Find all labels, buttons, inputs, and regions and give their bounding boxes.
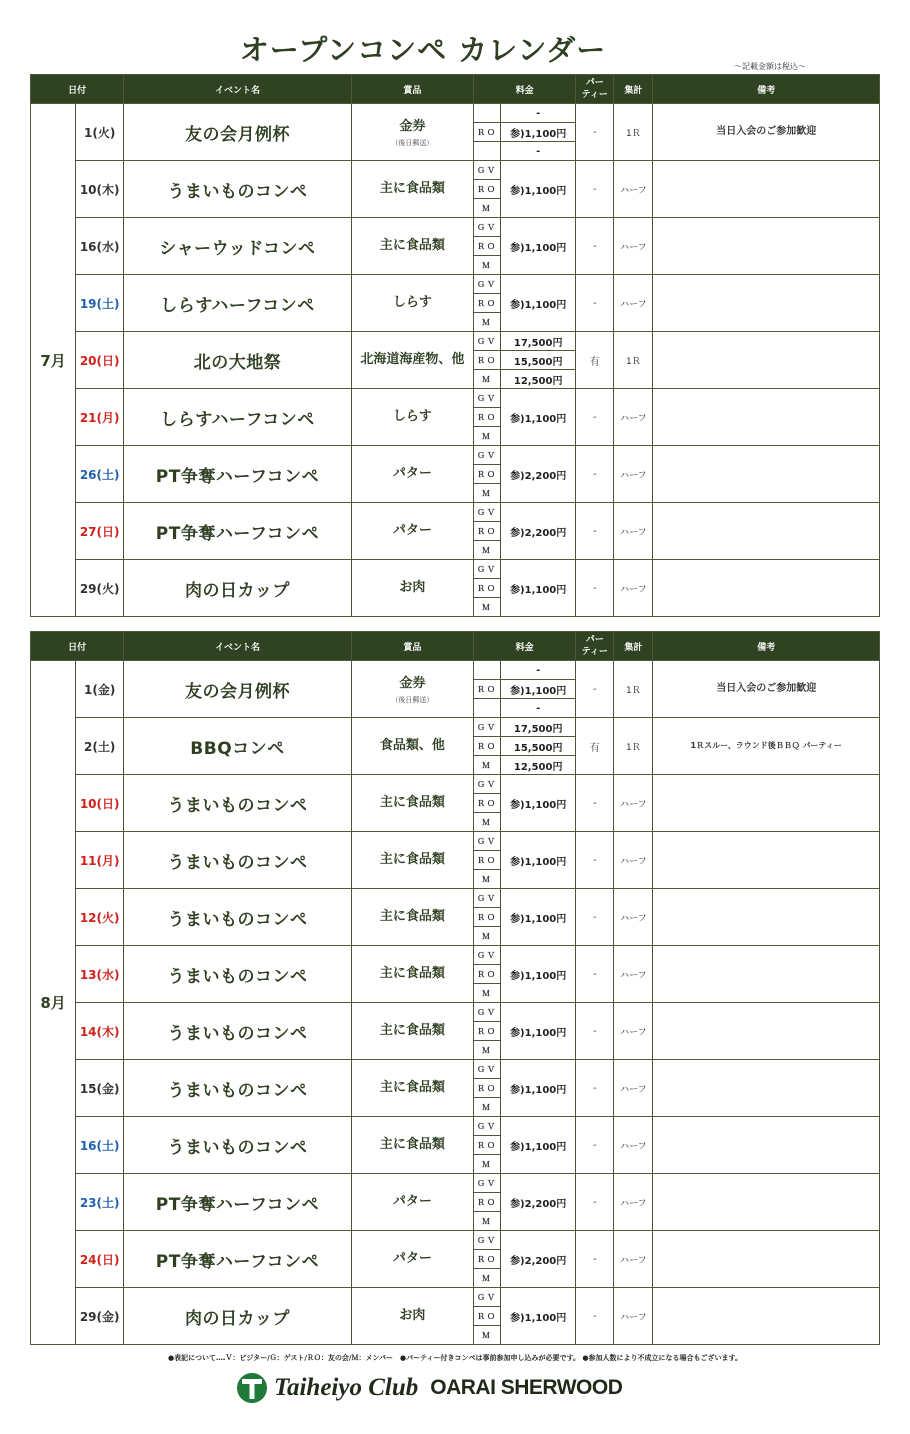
- fee-value: 参)1,100円: [501, 123, 576, 142]
- fee-value: 15,500円: [501, 737, 576, 756]
- event-prize: [351, 446, 473, 503]
- player-type: ＲＯ: [474, 180, 501, 199]
- score-count: ハーフ: [614, 446, 653, 503]
- header-remarks: 備考: [653, 632, 880, 661]
- header-date: 日付: [31, 632, 124, 661]
- player-type: Ｍ: [474, 813, 501, 832]
- player-type: ＧＶ: [474, 332, 501, 351]
- table-row: [31, 446, 880, 465]
- player-type: Ｍ: [474, 199, 501, 218]
- table-row: [31, 503, 880, 522]
- event-prize: [351, 389, 473, 446]
- header-party-line2: ティー: [581, 90, 608, 100]
- player-type: Ｍ: [474, 1098, 501, 1117]
- score-count: 1Ｒ: [614, 104, 653, 161]
- player-type: ＧＶ: [474, 775, 501, 794]
- party-flag: -: [576, 389, 614, 446]
- player-type: ＧＶ: [474, 1117, 501, 1136]
- remarks: [653, 218, 880, 275]
- table-row: [31, 560, 880, 579]
- party-flag: -: [576, 1003, 614, 1060]
- player-type: ＧＶ: [474, 832, 501, 851]
- player-type: ＧＶ: [474, 889, 501, 908]
- event-name: しらすハーフコンペ: [124, 389, 352, 446]
- prize-text: お肉: [399, 580, 426, 595]
- fee-value: 参)1,100円: [501, 218, 576, 275]
- player-type: Ｍ: [474, 541, 501, 560]
- event-prize: [351, 1174, 473, 1231]
- player-type: ＲＯ: [474, 1136, 501, 1155]
- event-prize: [351, 104, 473, 161]
- header-remarks: 備考: [653, 75, 880, 104]
- prize-text: 主に食品類: [379, 795, 445, 810]
- player-type: Ｍ: [474, 484, 501, 503]
- footnote: ●表記について‥‥Ｖ：ビジター/Ｇ：ゲスト/ＲＯ：友の会/Ｍ：メンバー ●パーティー付きコンペは事前参加申し込みが必要です。 ●参加人数により不成立になる場合もございます。: [168, 1354, 742, 1362]
- event-name: うまいものコンペ: [124, 1117, 352, 1174]
- header-party: [576, 632, 614, 661]
- event-prize: [351, 332, 473, 389]
- player-type: ＧＶ: [474, 503, 501, 522]
- player-type: ＧＶ: [474, 946, 501, 965]
- player-type: ＲＯ: [474, 1307, 501, 1326]
- prize-text: パター: [392, 1251, 432, 1266]
- party-flag: -: [576, 503, 614, 560]
- table-row: [31, 832, 880, 851]
- player-type: Ｍ: [474, 370, 501, 389]
- remarks: [653, 161, 880, 218]
- fee-value: -: [501, 699, 576, 718]
- event-date: 24(日): [76, 1231, 124, 1288]
- fee-value: -: [501, 104, 576, 123]
- player-type: ＧＶ: [474, 275, 501, 294]
- player-type: ＲＯ: [474, 237, 501, 256]
- fee-value: 参)1,100円: [501, 1117, 576, 1174]
- event-name: うまいものコンペ: [124, 832, 352, 889]
- score-count: ハーフ: [614, 560, 653, 617]
- event-name: うまいものコンペ: [124, 1060, 352, 1117]
- player-type: ＧＶ: [474, 1174, 501, 1193]
- fee-value: 17,500円: [501, 332, 576, 351]
- score-count: ハーフ: [614, 1117, 653, 1174]
- event-prize: [351, 560, 473, 617]
- player-type: ＲＯ: [474, 123, 501, 142]
- remarks: [653, 1003, 880, 1060]
- player-type: ＲＯ: [474, 794, 501, 813]
- event-name: うまいものコンペ: [124, 161, 352, 218]
- event-date: 29(火): [76, 560, 124, 617]
- table-row: [31, 775, 880, 794]
- remarks: [653, 446, 880, 503]
- month-label: 8月: [31, 661, 76, 1345]
- prize-text: 金券: [399, 119, 426, 134]
- header-date: 日付: [31, 75, 124, 104]
- player-type: ＲＯ: [474, 522, 501, 541]
- fee-value: 参)1,100円: [501, 1060, 576, 1117]
- player-type: ＲＯ: [474, 408, 501, 427]
- header-party-line1: パー: [585, 635, 604, 645]
- table-row: [31, 1003, 880, 1022]
- party-flag: -: [576, 775, 614, 832]
- score-count: 1Ｒ: [614, 661, 653, 718]
- fee-value: 12,500円: [501, 756, 576, 775]
- player-type: Ｍ: [474, 598, 501, 617]
- player-type: ＧＶ: [474, 560, 501, 579]
- party-flag: -: [576, 1060, 614, 1117]
- player-type: ＲＯ: [474, 1022, 501, 1041]
- score-count: ハーフ: [614, 1174, 653, 1231]
- table-row: [31, 1288, 880, 1307]
- fee-value: -: [501, 142, 576, 161]
- player-type: ＲＯ: [474, 579, 501, 598]
- event-name: PT争奪ハーフコンペ: [124, 1174, 352, 1231]
- player-type: ＧＶ: [474, 718, 501, 737]
- event-date: 13(水): [76, 946, 124, 1003]
- header-count: 集計: [614, 75, 653, 104]
- prize-text: 金券: [399, 676, 426, 691]
- event-prize: [351, 718, 473, 775]
- fee-value: 参)1,100円: [501, 161, 576, 218]
- player-type: ＧＶ: [474, 389, 501, 408]
- player-type: Ｍ: [474, 1269, 501, 1288]
- logo-brand-text: Taiheiyo Club: [274, 1374, 419, 1401]
- header-event: イベント名: [124, 632, 352, 661]
- event-name: うまいものコンペ: [124, 775, 352, 832]
- prize-text: 主に食品類: [379, 1137, 445, 1152]
- event-name: うまいものコンペ: [124, 889, 352, 946]
- player-type: ＲＯ: [474, 1193, 501, 1212]
- fee-value: 参)2,200円: [501, 446, 576, 503]
- party-flag: -: [576, 661, 614, 718]
- event-name: PT争奪ハーフコンペ: [124, 503, 352, 560]
- player-type: [474, 699, 501, 718]
- prize-text: 主に食品類: [379, 909, 445, 924]
- event-date: 14(木): [76, 1003, 124, 1060]
- prize-text: 主に食品類: [379, 852, 445, 867]
- prize-text: 主に食品類: [379, 1023, 445, 1038]
- prize-text: 食品類、他: [379, 738, 445, 753]
- score-count: ハーフ: [614, 889, 653, 946]
- fee-value: 参)1,100円: [501, 1288, 576, 1345]
- event-date: 19(土): [76, 275, 124, 332]
- header-count: 集計: [614, 632, 653, 661]
- fee-value: -: [501, 661, 576, 680]
- remarks: [653, 832, 880, 889]
- player-type: ＧＶ: [474, 1060, 501, 1079]
- remarks: [653, 1174, 880, 1231]
- table-row: [31, 104, 880, 123]
- player-type: ＲＯ: [474, 465, 501, 484]
- prize-subtext: （後日郵送）: [391, 139, 434, 147]
- fee-value: 参)1,100円: [501, 560, 576, 617]
- table-row: [31, 1174, 880, 1193]
- event-prize: [351, 1060, 473, 1117]
- score-count: ハーフ: [614, 1231, 653, 1288]
- remarks: [653, 332, 880, 389]
- player-type: ＲＯ: [474, 737, 501, 756]
- fee-value: 17,500円: [501, 718, 576, 737]
- party-flag: 有: [576, 332, 614, 389]
- table-row: [31, 389, 880, 408]
- event-prize: [351, 889, 473, 946]
- player-type: Ｍ: [474, 870, 501, 889]
- table-row: [31, 1117, 880, 1136]
- fee-value: 参)1,100円: [501, 775, 576, 832]
- prize-text: 主に食品類: [379, 1080, 445, 1095]
- player-type: Ｍ: [474, 1326, 501, 1345]
- header-party: [576, 75, 614, 104]
- event-date: 16(水): [76, 218, 124, 275]
- remarks: [653, 275, 880, 332]
- party-flag: 有: [576, 718, 614, 775]
- player-type: Ｍ: [474, 927, 501, 946]
- event-name: 友の会月例杯: [124, 661, 352, 718]
- player-type: ＲＯ: [474, 351, 501, 370]
- event-name: うまいものコンペ: [124, 1003, 352, 1060]
- event-prize: [351, 1003, 473, 1060]
- table-row: [31, 718, 880, 737]
- player-type: Ｍ: [474, 427, 501, 446]
- remarks: [653, 1117, 880, 1174]
- party-flag: -: [576, 104, 614, 161]
- party-flag: -: [576, 832, 614, 889]
- remarks: 当日入会のご参加歓迎: [653, 661, 880, 718]
- score-count: ハーフ: [614, 1288, 653, 1345]
- party-flag: -: [576, 218, 614, 275]
- remarks: [653, 775, 880, 832]
- table-row: [31, 275, 880, 294]
- prize-text: 主に食品類: [379, 238, 445, 253]
- party-flag: -: [576, 446, 614, 503]
- event-date: 10(日): [76, 775, 124, 832]
- player-type: Ｍ: [474, 1041, 501, 1060]
- table-row: [31, 161, 880, 180]
- player-type: ＧＶ: [474, 1288, 501, 1307]
- header-party-line1: パー: [585, 78, 604, 88]
- event-date: 1(火): [76, 104, 124, 161]
- player-type: ＲＯ: [474, 851, 501, 870]
- player-type: ＲＯ: [474, 965, 501, 984]
- event-prize: [351, 775, 473, 832]
- prize-text: 北海道海産物、他: [360, 352, 465, 367]
- score-count: 1Ｒ: [614, 718, 653, 775]
- event-name: 肉の日カップ: [124, 1288, 352, 1345]
- fee-value: 参)1,100円: [501, 389, 576, 446]
- event-date: 23(土): [76, 1174, 124, 1231]
- remarks: [653, 889, 880, 946]
- remarks: [653, 503, 880, 560]
- event-prize: [351, 275, 473, 332]
- event-prize: [351, 832, 473, 889]
- party-flag: -: [576, 946, 614, 1003]
- prize-subtext: （後日郵送）: [391, 696, 434, 704]
- table-row: [31, 1231, 880, 1250]
- event-prize: [351, 661, 473, 718]
- event-name: うまいものコンペ: [124, 946, 352, 1003]
- tax-note: ～記載金額は税込～: [734, 62, 806, 71]
- event-name: PT争奪ハーフコンペ: [124, 446, 352, 503]
- remarks: [653, 389, 880, 446]
- event-prize: [351, 946, 473, 1003]
- event-prize: [351, 161, 473, 218]
- event-name: 北の大地祭: [124, 332, 352, 389]
- event-date: 20(日): [76, 332, 124, 389]
- score-count: ハーフ: [614, 275, 653, 332]
- score-count: ハーフ: [614, 218, 653, 275]
- event-date: 15(金): [76, 1060, 124, 1117]
- party-flag: -: [576, 1288, 614, 1345]
- fee-value: 参)2,200円: [501, 1174, 576, 1231]
- table-row: [31, 1060, 880, 1079]
- event-prize: [351, 1231, 473, 1288]
- event-date: 26(土): [76, 446, 124, 503]
- remarks: 1Ｒスルー、ラウンド後ＢＢＱ パーティー: [653, 718, 880, 775]
- event-date: 2(土): [76, 718, 124, 775]
- table-row: [31, 946, 880, 965]
- score-count: ハーフ: [614, 1003, 653, 1060]
- event-date: 12(火): [76, 889, 124, 946]
- august-calendar-table: [30, 631, 880, 1345]
- player-type: [474, 142, 501, 161]
- event-name: 肉の日カップ: [124, 560, 352, 617]
- remarks: [653, 1060, 880, 1117]
- header-party-line2: ティー: [581, 647, 608, 657]
- player-type: [474, 104, 501, 123]
- event-date: 10(木): [76, 161, 124, 218]
- remarks: [653, 1231, 880, 1288]
- event-name: BBQコンペ: [124, 718, 352, 775]
- fee-value: 参)2,200円: [501, 503, 576, 560]
- party-flag: -: [576, 1174, 614, 1231]
- header-prize: 賞品: [351, 632, 473, 661]
- page-title: オープンコンペ カレンダー: [239, 33, 607, 67]
- party-flag: -: [576, 1117, 614, 1174]
- event-name: しらすハーフコンペ: [124, 275, 352, 332]
- club-logo: [236, 1370, 636, 1406]
- player-type: ＧＶ: [474, 218, 501, 237]
- table-row: [31, 889, 880, 908]
- event-name: PT争奪ハーフコンペ: [124, 1231, 352, 1288]
- remarks: [653, 1288, 880, 1345]
- party-flag: -: [576, 275, 614, 332]
- table-row: [31, 218, 880, 237]
- header-row: [31, 632, 880, 661]
- event-date: 21(月): [76, 389, 124, 446]
- remarks: 当日入会のご参加歓迎: [653, 104, 880, 161]
- taiheiyo-club-logo-icon: [236, 1372, 268, 1404]
- event-prize: [351, 503, 473, 560]
- player-type: Ｍ: [474, 756, 501, 775]
- player-type: ＲＯ: [474, 680, 501, 699]
- score-count: ハーフ: [614, 832, 653, 889]
- player-type: ＲＯ: [474, 908, 501, 927]
- fee-value: 参)1,100円: [501, 946, 576, 1003]
- event-prize: [351, 1117, 473, 1174]
- player-type: ＧＶ: [474, 1231, 501, 1250]
- fee-value: 参)1,100円: [501, 889, 576, 946]
- event-name: 友の会月例杯: [124, 104, 352, 161]
- score-count: ハーフ: [614, 946, 653, 1003]
- player-type: Ｍ: [474, 984, 501, 1003]
- event-date: 27(日): [76, 503, 124, 560]
- score-count: ハーフ: [614, 503, 653, 560]
- player-type: ＧＶ: [474, 161, 501, 180]
- event-prize: [351, 218, 473, 275]
- score-count: ハーフ: [614, 389, 653, 446]
- event-date: 16(土): [76, 1117, 124, 1174]
- logo-course-text: OARAI SHERWOOD: [430, 1376, 623, 1399]
- party-flag: -: [576, 560, 614, 617]
- score-count: ハーフ: [614, 161, 653, 218]
- prize-text: 主に食品類: [379, 966, 445, 981]
- table-row: [31, 661, 880, 680]
- july-calendar-table: [30, 74, 880, 617]
- event-date: 11(月): [76, 832, 124, 889]
- player-type: [474, 661, 501, 680]
- score-count: ハーフ: [614, 1060, 653, 1117]
- player-type: ＲＯ: [474, 1079, 501, 1098]
- player-type: ＧＶ: [474, 1003, 501, 1022]
- score-count: 1Ｒ: [614, 332, 653, 389]
- prize-text: パター: [392, 523, 432, 538]
- player-type: ＧＶ: [474, 446, 501, 465]
- fee-value: 参)2,200円: [501, 1231, 576, 1288]
- fee-value: 参)1,100円: [501, 1003, 576, 1060]
- prize-text: 主に食品類: [379, 181, 445, 196]
- fee-value: 参)1,100円: [501, 680, 576, 699]
- player-type: Ｍ: [474, 1155, 501, 1174]
- header-fee: 料金: [474, 75, 576, 104]
- player-type: ＲＯ: [474, 1250, 501, 1269]
- player-type: Ｍ: [474, 313, 501, 332]
- event-date: 1(金): [76, 661, 124, 718]
- event-prize: [351, 1288, 473, 1345]
- header-prize: 賞品: [351, 75, 473, 104]
- header-fee: 料金: [474, 632, 576, 661]
- player-type: Ｍ: [474, 1212, 501, 1231]
- event-name: シャーウッドコンペ: [124, 218, 352, 275]
- table-row: [31, 332, 880, 351]
- fee-value: 12,500円: [501, 370, 576, 389]
- remarks: [653, 560, 880, 617]
- prize-text: パター: [392, 466, 432, 481]
- player-type: Ｍ: [474, 256, 501, 275]
- remarks: [653, 946, 880, 1003]
- fee-value: 参)1,100円: [501, 832, 576, 889]
- party-flag: -: [576, 161, 614, 218]
- party-flag: -: [576, 1231, 614, 1288]
- prize-text: しらす: [392, 295, 432, 310]
- fee-value: 参)1,100円: [501, 275, 576, 332]
- player-type: ＲＯ: [474, 294, 501, 313]
- header-event: イベント名: [124, 75, 352, 104]
- prize-text: しらす: [392, 409, 432, 424]
- header-row: [31, 75, 880, 104]
- score-count: ハーフ: [614, 775, 653, 832]
- month-label: 7月: [31, 104, 76, 617]
- fee-value: 15,500円: [501, 351, 576, 370]
- event-date: 29(金): [76, 1288, 124, 1345]
- prize-text: お肉: [399, 1308, 426, 1323]
- prize-text: パター: [392, 1194, 432, 1209]
- party-flag: -: [576, 889, 614, 946]
